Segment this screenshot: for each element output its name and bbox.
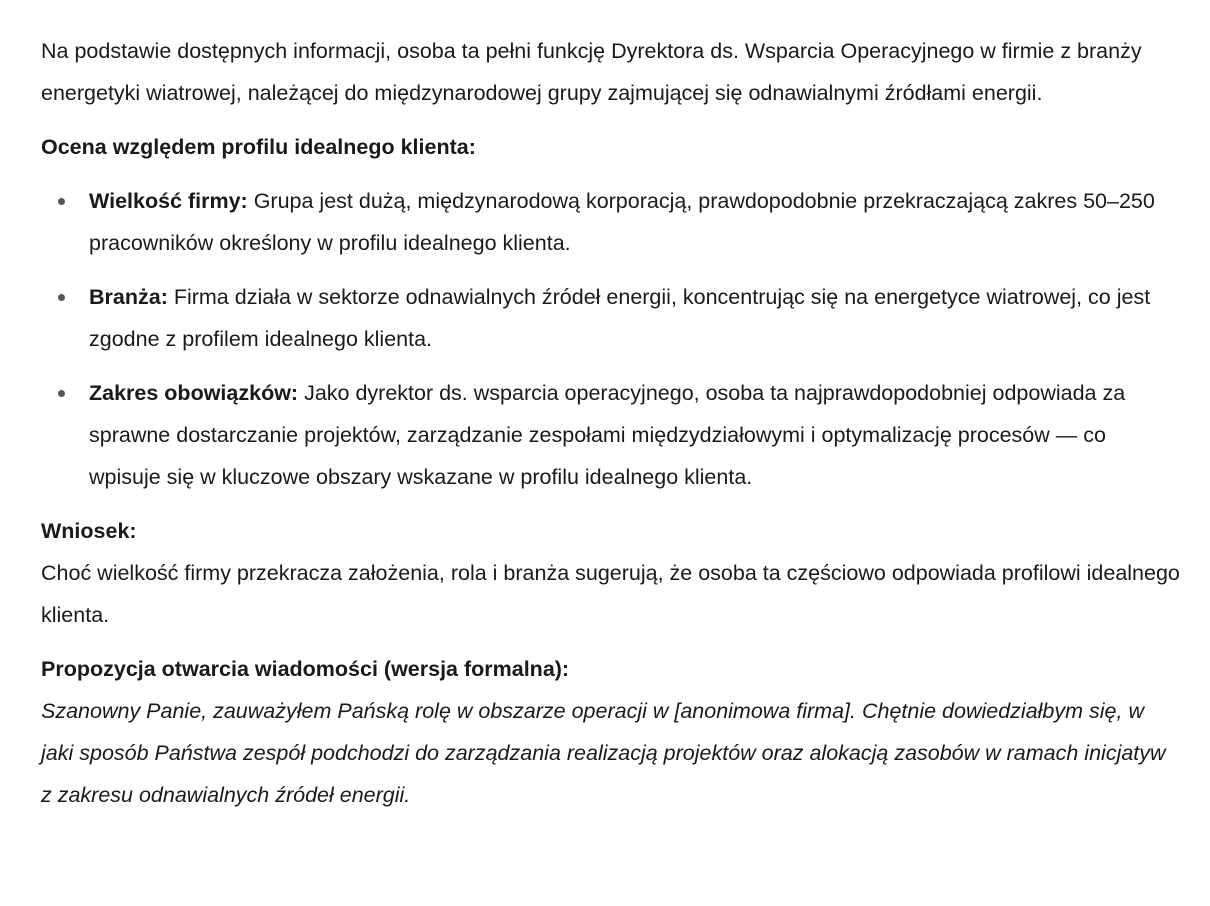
assessment-text: Firma działa w sektorze odnawialnych źródeł energii, koncentrując się na energetyce wiatrowej, co jest zgodne z profilem idealnego klienta.: [89, 285, 1151, 351]
assessment-text: Grupa jest dużą, międzynarodową korporacją, prawdopodobnie przekraczającą zakres 50–250 pracowników określony w profilu idealnego klienta.: [89, 189, 1155, 255]
assessment-text: Jako dyrektor ds. wsparcia operacyjnego, osoba ta najprawdopodobniej odpowiada za sprawne dostarczanie projektów, zarządzanie zespołami międzydziałowymi i optymalizację procesów — co wpisuje się w kluczowe obszary wskazane w profilu idealnego klienta.: [89, 381, 1126, 489]
conclusion-section: [41, 510, 1181, 636]
proposal-heading: Propozycja otwarcia wiadomości (wersja formalna):: [41, 657, 570, 681]
conclusion-text: Choć wielkość firmy przekracza założenia, rola i branża sugerują, że osoba ta częściowo odpowiada profilowi idealnego klienta.: [41, 561, 1180, 627]
assessment-item-company-size: [41, 180, 1181, 264]
message-content: [41, 30, 1181, 816]
intro-paragraph: Na podstawie dostępnych informacji, osoba ta pełni funkcję Dyrektora ds. Wsparcia Operacyjnego w firmie z branży energetyki wiatrowej, należącej do międzynarodowej grupy zajmującej się odnawialnymi źródłami energii.: [41, 39, 1142, 105]
assessment-item-responsibilities: [41, 372, 1181, 498]
bullet-icon: [58, 294, 65, 301]
assessment-term: Branża:: [89, 285, 168, 309]
bullet-icon: [58, 390, 65, 397]
proposal-section: [41, 648, 1181, 816]
proposal-text: Szanowny Panie, zauważyłem Pańską rolę w obszarze operacji w [anonimowa firma]. Chętnie dowiedziałbym się, w jaki sposób Państwa zespół podchodzi do zarządzania realizacją projektów oraz alokacją zasobów w ramach inicjatyw z zakresu odnawialnych źródeł energii.: [41, 699, 1166, 807]
assessment-term: Zakres obowiązków:: [89, 381, 299, 405]
assessment-heading: Ocena względem profilu idealnego klienta:: [41, 135, 476, 159]
bullet-icon: [58, 198, 65, 205]
assessment-term: Wielkość firmy:: [89, 189, 248, 213]
conclusion-heading: Wniosek:: [41, 519, 137, 543]
assessment-list: [41, 180, 1181, 498]
assessment-item-industry: [41, 276, 1181, 360]
